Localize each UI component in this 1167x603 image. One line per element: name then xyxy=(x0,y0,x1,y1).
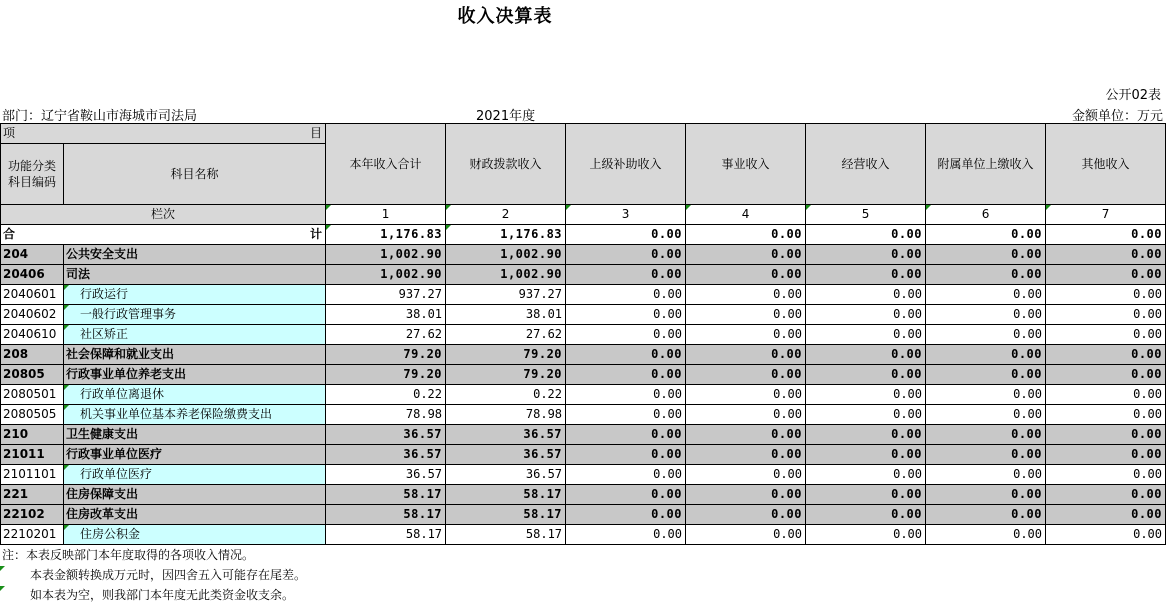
row-name: 行政事业单位医疗 xyxy=(64,445,326,465)
row-name: 司法 xyxy=(64,265,326,285)
total-value: 0.00 xyxy=(1046,225,1166,245)
row-value: 0.00 xyxy=(566,465,686,485)
row-value: 36.57 xyxy=(446,465,566,485)
table-row xyxy=(1,525,1166,545)
row-value: 0.00 xyxy=(1046,365,1166,385)
index-number-7: 7 xyxy=(1046,205,1166,225)
row-value: 0.00 xyxy=(806,325,926,345)
row-value: 0.00 xyxy=(1046,445,1166,465)
col-header-2: 财政拨款收入 xyxy=(446,124,566,205)
row-value: 0.00 xyxy=(686,505,806,525)
row-value: 0.00 xyxy=(686,245,806,265)
row-value: 0.00 xyxy=(926,425,1046,445)
row-name: 一般行政管理事务 xyxy=(64,305,326,325)
note-line-1: 注：本表反映部门本年度取得的各项收入情况。 xyxy=(2,548,255,562)
row-value: 0.00 xyxy=(926,245,1046,265)
row-code: 20805 xyxy=(1,365,64,385)
table-row xyxy=(1,505,1166,525)
row-value: 0.00 xyxy=(806,285,926,305)
row-value: 0.00 xyxy=(1046,305,1166,325)
row-value: 0.00 xyxy=(926,485,1046,505)
row-value: 78.98 xyxy=(326,405,446,425)
row-value: 0.00 xyxy=(806,465,926,485)
col-header-5: 经营收入 xyxy=(806,124,926,205)
row-value: 0.00 xyxy=(1046,485,1166,505)
note-line-2: 本表金额转换成万元时，因四舍五入可能存在尾差。 xyxy=(30,568,307,582)
project-header xyxy=(1,124,326,144)
row-value: 36.57 xyxy=(326,425,446,445)
row-value: 0.00 xyxy=(686,385,806,405)
row-code: 208 xyxy=(1,345,64,365)
row-name: 住房保障支出 xyxy=(64,485,326,505)
report-title: 收入决算表 xyxy=(457,6,553,27)
row-value: 0.00 xyxy=(566,305,686,325)
table-row xyxy=(1,325,1166,345)
row-name: 住房改革支出 xyxy=(64,505,326,525)
row-value: 0.00 xyxy=(806,425,926,445)
row-value: 0.00 xyxy=(1046,285,1166,305)
row-value: 79.20 xyxy=(446,365,566,385)
name-header: 科目名称 xyxy=(64,144,326,205)
row-value: 0.00 xyxy=(686,305,806,325)
row-value: 1,002.90 xyxy=(326,245,446,265)
table-row xyxy=(1,385,1166,405)
row-code: 2080505 xyxy=(1,405,64,425)
row-value: 0.00 xyxy=(926,325,1046,345)
row-value: 38.01 xyxy=(446,305,566,325)
row-value: 0.00 xyxy=(926,305,1046,325)
table-row xyxy=(1,465,1166,485)
row-value: 0.00 xyxy=(926,445,1046,465)
row-value: 0.00 xyxy=(806,525,926,545)
row-value: 0.00 xyxy=(806,405,926,425)
amount-unit: 金额单位：万元 xyxy=(1071,109,1163,124)
row-value: 58.17 xyxy=(326,485,446,505)
col-header-6: 附属单位上缴收入 xyxy=(926,124,1046,205)
row-value: 0.00 xyxy=(1046,385,1166,405)
row-value: 0.00 xyxy=(1046,465,1166,485)
row-value: 0.00 xyxy=(1046,245,1166,265)
index-number-5: 5 xyxy=(806,205,926,225)
row-value: 1,002.90 xyxy=(326,265,446,285)
total-value: 0.00 xyxy=(686,225,806,245)
row-value: 36.57 xyxy=(446,425,566,445)
col-header-1: 本年收入合计 xyxy=(326,124,446,205)
row-value: 0.00 xyxy=(686,525,806,545)
row-value: 0.00 xyxy=(806,245,926,265)
row-value: 0.00 xyxy=(926,465,1046,485)
row-value: 1,002.90 xyxy=(446,265,566,285)
row-value: 0.00 xyxy=(1046,505,1166,525)
total-value: 1,176.83 xyxy=(326,225,446,245)
row-value: 0.00 xyxy=(566,345,686,365)
project-right-label: 目 xyxy=(310,126,323,140)
row-code: 2040610 xyxy=(1,325,64,345)
row-value: 0.00 xyxy=(926,365,1046,385)
total-label-left: 合 xyxy=(3,227,16,241)
table-row xyxy=(1,285,1166,305)
row-value: 0.00 xyxy=(686,465,806,485)
row-value: 0.00 xyxy=(566,505,686,525)
row-value: 0.00 xyxy=(566,265,686,285)
index-number-1: 1 xyxy=(326,205,446,225)
row-value: 27.62 xyxy=(326,325,446,345)
row-name: 行政单位医疗 xyxy=(64,465,326,485)
code-header: 功能分类科目编码 xyxy=(1,144,64,205)
row-name: 行政单位离退休 xyxy=(64,385,326,405)
row-value: 0.00 xyxy=(806,445,926,465)
total-value: 0.00 xyxy=(926,225,1046,245)
row-value: 0.00 xyxy=(566,365,686,385)
row-value: 58.17 xyxy=(446,505,566,525)
row-value: 0.00 xyxy=(926,285,1046,305)
row-value: 0.00 xyxy=(806,265,926,285)
row-value: 0.00 xyxy=(926,345,1046,365)
table-row xyxy=(1,425,1166,445)
row-value: 79.20 xyxy=(326,365,446,385)
row-code: 2080501 xyxy=(1,385,64,405)
col-header-4: 事业收入 xyxy=(686,124,806,205)
row-name: 住房公积金 xyxy=(64,525,326,545)
index-number-6: 6 xyxy=(926,205,1046,225)
income-table xyxy=(0,123,1166,545)
row-value: 937.27 xyxy=(446,285,566,305)
row-value: 0.00 xyxy=(566,445,686,465)
index-label: 栏次 xyxy=(1,205,326,225)
row-value: 0.00 xyxy=(1046,325,1166,345)
row-name: 社区矫正 xyxy=(64,325,326,345)
cell-marker-icon xyxy=(0,586,5,591)
row-value: 0.00 xyxy=(1046,425,1166,445)
row-value: 0.00 xyxy=(686,265,806,285)
row-value: 78.98 xyxy=(446,405,566,425)
row-value: 38.01 xyxy=(326,305,446,325)
row-value: 0.00 xyxy=(686,485,806,505)
row-value: 0.00 xyxy=(686,285,806,305)
row-value: 58.17 xyxy=(326,505,446,525)
row-value: 0.00 xyxy=(566,525,686,545)
row-value: 0.00 xyxy=(686,345,806,365)
total-label xyxy=(1,225,326,245)
row-value: 0.00 xyxy=(926,405,1046,425)
row-name: 公共安全支出 xyxy=(64,245,326,265)
row-code: 2040601 xyxy=(1,285,64,305)
row-value: 0.00 xyxy=(806,365,926,385)
table-number: 公开02表 xyxy=(1105,88,1161,103)
row-value: 0.00 xyxy=(926,265,1046,285)
row-value: 0.00 xyxy=(926,505,1046,525)
row-code: 2210201 xyxy=(1,525,64,545)
row-value: 0.00 xyxy=(1046,405,1166,425)
row-code: 20406 xyxy=(1,265,64,285)
row-value: 0.00 xyxy=(686,405,806,425)
row-value: 0.00 xyxy=(566,405,686,425)
row-code: 210 xyxy=(1,425,64,445)
row-value: 0.00 xyxy=(686,365,806,385)
row-value: 58.17 xyxy=(326,525,446,545)
row-code: 204 xyxy=(1,245,64,265)
row-code: 2040602 xyxy=(1,305,64,325)
row-name: 社会保障和就业支出 xyxy=(64,345,326,365)
row-value: 0.00 xyxy=(806,385,926,405)
table-row xyxy=(1,485,1166,505)
row-value: 0.00 xyxy=(806,505,926,525)
row-value: 79.20 xyxy=(446,345,566,365)
row-value: 0.00 xyxy=(566,485,686,505)
total-value: 0.00 xyxy=(806,225,926,245)
row-value: 0.22 xyxy=(326,385,446,405)
row-code: 2101101 xyxy=(1,465,64,485)
note-line-3: 如本表为空，则我部门本年度无此类资金收支余。 xyxy=(30,588,295,602)
row-value: 36.57 xyxy=(326,465,446,485)
row-value: 0.00 xyxy=(566,245,686,265)
total-value: 1,176.83 xyxy=(446,225,566,245)
row-value: 0.00 xyxy=(806,485,926,505)
row-name: 机关事业单位基本养老保险缴费支出 xyxy=(64,405,326,425)
row-name: 行政运行 xyxy=(64,285,326,305)
row-code: 21011 xyxy=(1,445,64,465)
index-number-2: 2 xyxy=(446,205,566,225)
row-value: 0.00 xyxy=(566,325,686,345)
project-left-label: 项 xyxy=(3,126,16,140)
table-row xyxy=(1,265,1166,285)
total-row xyxy=(1,225,1166,245)
row-value: 0.00 xyxy=(926,385,1046,405)
fiscal-year: 2021年度 xyxy=(476,109,536,124)
table-row xyxy=(1,245,1166,265)
table-row xyxy=(1,345,1166,365)
row-value: 27.62 xyxy=(446,325,566,345)
row-value: 0.00 xyxy=(806,305,926,325)
total-label-right: 计 xyxy=(310,227,323,241)
department-label: 部门：辽宁省鞍山市海城市司法局 xyxy=(2,109,198,124)
row-value: 0.00 xyxy=(686,325,806,345)
row-value: 58.17 xyxy=(446,485,566,505)
row-value: 937.27 xyxy=(326,285,446,305)
row-value: 1,002.90 xyxy=(446,245,566,265)
row-value: 0.00 xyxy=(686,445,806,465)
table-row xyxy=(1,365,1166,385)
row-value: 0.00 xyxy=(566,385,686,405)
row-code: 221 xyxy=(1,485,64,505)
row-name: 卫生健康支出 xyxy=(64,425,326,445)
table-row xyxy=(1,305,1166,325)
row-value: 0.00 xyxy=(566,285,686,305)
cell-marker-icon xyxy=(0,566,5,571)
col-header-7: 其他收入 xyxy=(1046,124,1166,205)
row-value: 0.00 xyxy=(686,425,806,445)
total-value: 0.00 xyxy=(566,225,686,245)
col-header-3: 上级补助收入 xyxy=(566,124,686,205)
row-value: 0.00 xyxy=(1046,265,1166,285)
table-row xyxy=(1,445,1166,465)
row-value: 0.00 xyxy=(1046,525,1166,545)
row-name: 行政事业单位养老支出 xyxy=(64,365,326,385)
row-value: 0.00 xyxy=(1046,345,1166,365)
row-value: 79.20 xyxy=(326,345,446,365)
row-value: 36.57 xyxy=(446,445,566,465)
row-value: 0.00 xyxy=(926,525,1046,545)
index-number-4: 4 xyxy=(686,205,806,225)
index-number-3: 3 xyxy=(566,205,686,225)
row-value: 0.00 xyxy=(566,425,686,445)
row-value: 0.22 xyxy=(446,385,566,405)
row-value: 36.57 xyxy=(326,445,446,465)
table-row xyxy=(1,405,1166,425)
row-value: 58.17 xyxy=(446,525,566,545)
row-code: 22102 xyxy=(1,505,64,525)
row-value: 0.00 xyxy=(806,345,926,365)
